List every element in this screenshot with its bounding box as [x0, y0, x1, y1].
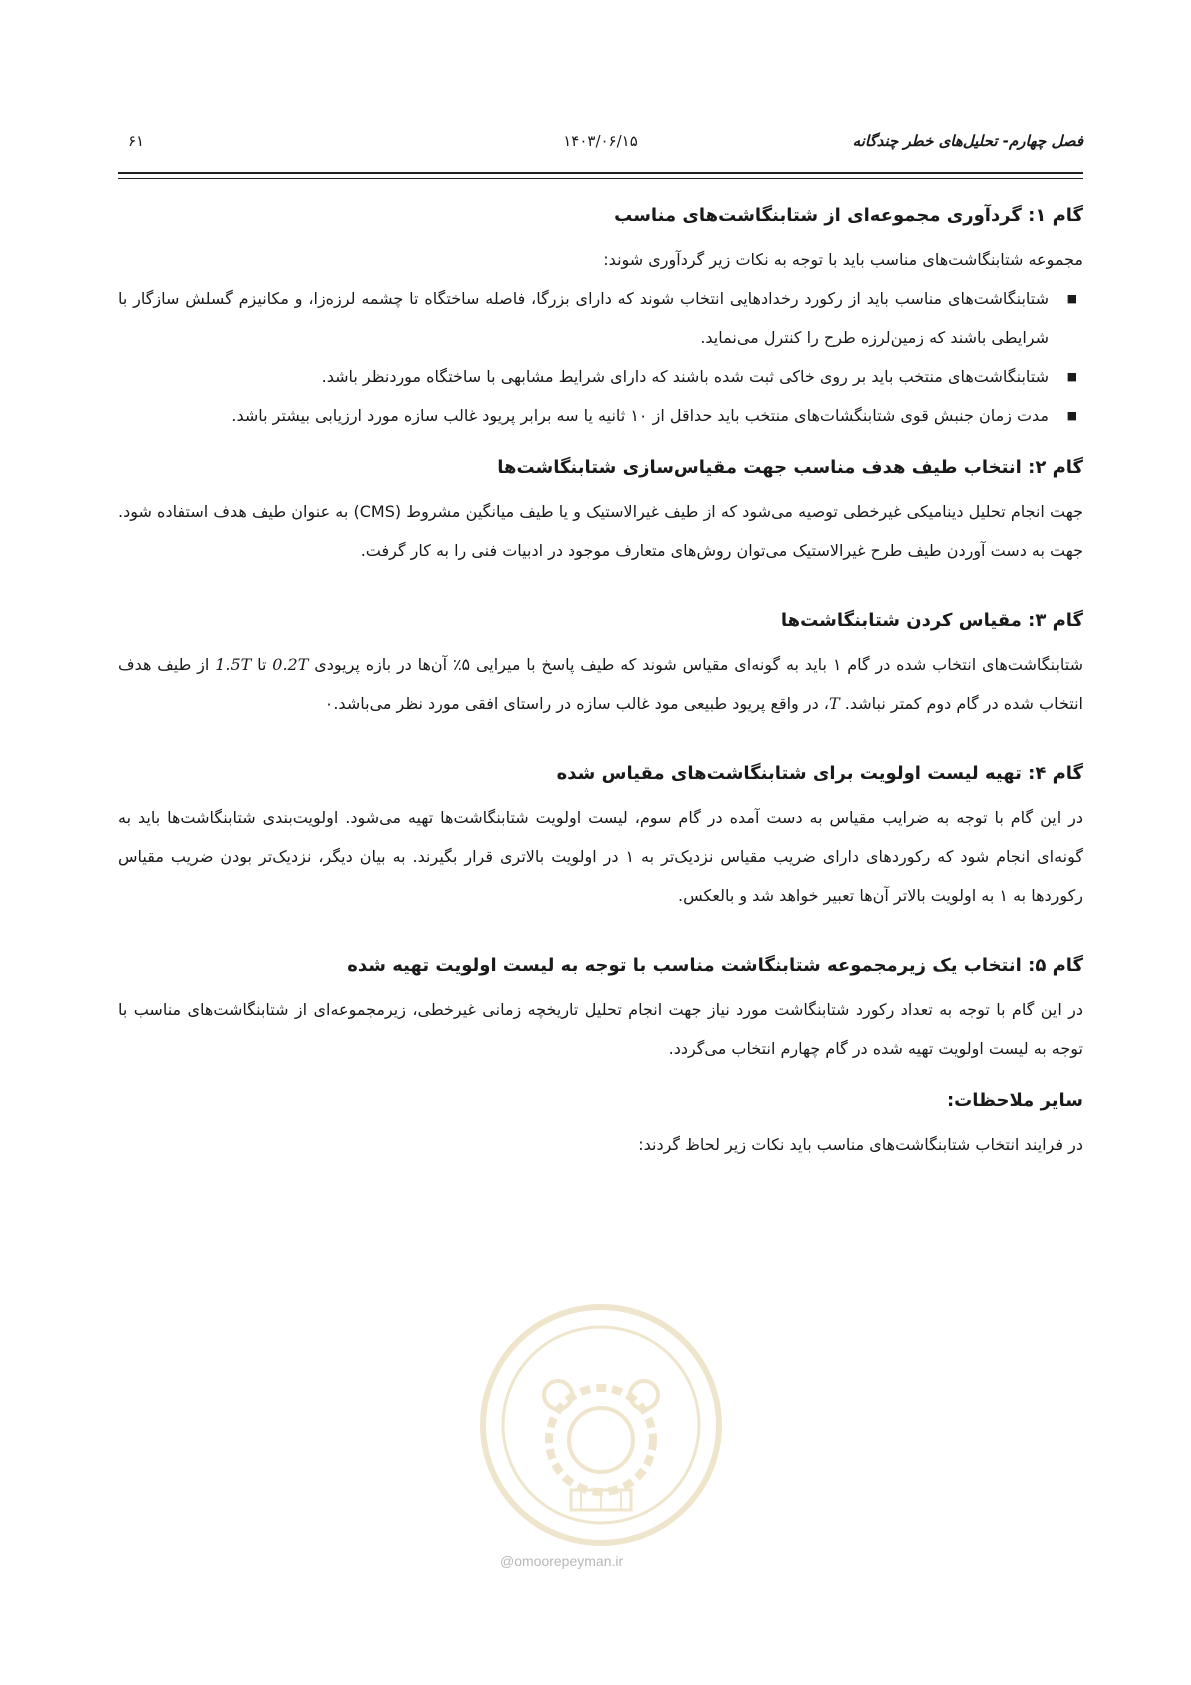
- bullet-item: ■ مدت زمان جنبش قوی شتابنگشات‌های منتخب باید حداقل از ۱۰ ثانیه یا سه برابر پریود غالب سازه مورد ارزیابی بیشتر باشد.: [118, 396, 1083, 435]
- step1-heading: گام ۱: گردآوری مجموعه‌ای از شتابنگاشت‌های مناسب: [614, 205, 1083, 226]
- other-notes-heading: سایر ملاحظات:: [946, 1090, 1083, 1111]
- watermark-text: @omoorepeyman.ir: [500, 1553, 624, 1569]
- step3-heading: گام ۳: مقیاس کردن شتابنگاشت‌ها: [780, 610, 1083, 631]
- header-rule-thick: [118, 172, 1083, 174]
- other-notes-paragraph: در فرایند انتخاب شتابنگاشت‌های مناسب باید نکات زیر لحاظ گردند:: [638, 1135, 1083, 1154]
- bullet-marker-icon: ■: [1066, 370, 1077, 383]
- step5-heading: گام ۵: انتخاب یک زیرمجموعه شتابنگاشت مناسب با توجه به لیست اولویت تهیه شده: [347, 955, 1083, 976]
- step5-paragraph: در این گام با توجه به تعداد رکورد شتابنگاشت مورد نیاز جهت انجام تحلیل تاریخچه زمانی غیرخطی، زیرمجموعه‌ای از شتابنگاشت‌های مناسب با توجه به لیست اولویت تهیه شده در گام چهارم انتخاب می‌گردد.: [118, 1000, 1083, 1058]
- step2-paragraph: جهت انجام تحلیل دینامیکی غیرخطی توصیه می‌شود که از طیف غیرالاستیک و یا طیف میانگین مشروط (CMS) به عنوان طیف هدف استفاده شود. جهت به دست آوردن طیف طرح غیرالاستیک می‌توان روش‌های متعارف موجود در ادبیات فنی را به کار گرفت.: [118, 502, 1083, 560]
- watermark-logo-icon: [476, 1300, 726, 1550]
- page-header: [118, 128, 1083, 158]
- chapter-title: فصل چهارم- تحلیل‌های خطر چندگانه: [852, 132, 1083, 150]
- step3-paragraph: شتابنگاشت‌های انتخاب شده در گام ۱ باید به گونه‌ای مقیاس شوند که طیف پاسخ با میرایی ۵٪ آن‌ها در بازه پریودی 0.2T تا 1.5T از طیف هدف انتخاب شده در گام دوم کمتر نباشد. T، در واقع پریود طبیعی مود غالب سازه در راستای افقی مورد نظر می‌باشد.۰: [118, 655, 1084, 713]
- header-date: ۱۴۰۳/۰۶/۱۵: [563, 132, 638, 150]
- bullet-marker-icon: ■: [1066, 409, 1077, 422]
- step1-bullet-list: [118, 279, 1083, 435]
- period-lower-bound: 0.2T: [272, 655, 309, 674]
- step2-heading: گام ۲: انتخاب طیف هدف مناسب جهت مقیاس‌سازی شتابنگاشت‌ها: [497, 457, 1083, 478]
- bullet-marker-icon: ■: [1066, 292, 1077, 305]
- step4-heading: گام ۴: تهیه لیست اولویت برای شتابنگاشت‌های مقیاس شده: [556, 763, 1083, 784]
- bullet-item: ■ شتابنگاشت‌های منتخب باید بر روی خاکی ثبت شده باشند که دارای شرایط مشابهی با ساختگاه موردنظر باشد.: [118, 357, 1083, 396]
- period-symbol: T: [828, 694, 840, 713]
- bullet-item: ■ شتابنگاشت‌های مناسب باید از رکورد رخدادهایی انتخاب شوند که دارای بزرگا، فاصله ساختگاه تا چشمه لرزه‌زا، و مکانیزم گسلش سازگار با شرایطی باشند که زمین‌لرزه طرح را کنترل می‌نماید.: [118, 279, 1083, 357]
- page-number: ۶۱: [128, 132, 145, 150]
- step4-paragraph: در این گام با توجه به ضرایب مقیاس به دست آمده در گام سوم، لیست اولویت شتابنگاشت‌ها تهیه می‌شود. اولویت‌بندی شتابنگاشت‌ها باید به گونه‌ای انجام شود که رکوردهای دارای ضریب مقیاس نزدیک‌تر به ۱ در اولویت بالاتری قرار بگیرند. به بیان دیگر، نزدیک‌تر بودن ضریب مقیاس رکوردها به ۱ به اولویت بالاتر آن‌ها تعبیر خواهد شد و بالعکس.: [118, 808, 1083, 905]
- step1-intro: مجموعه شتابنگاشت‌های مناسب باید با توجه به نکات زیر گردآوری شوند:: [603, 250, 1083, 269]
- header-rule-thin: [118, 178, 1083, 179]
- period-upper-bound: 1.5T: [215, 655, 252, 674]
- main-content: [118, 205, 1083, 1164]
